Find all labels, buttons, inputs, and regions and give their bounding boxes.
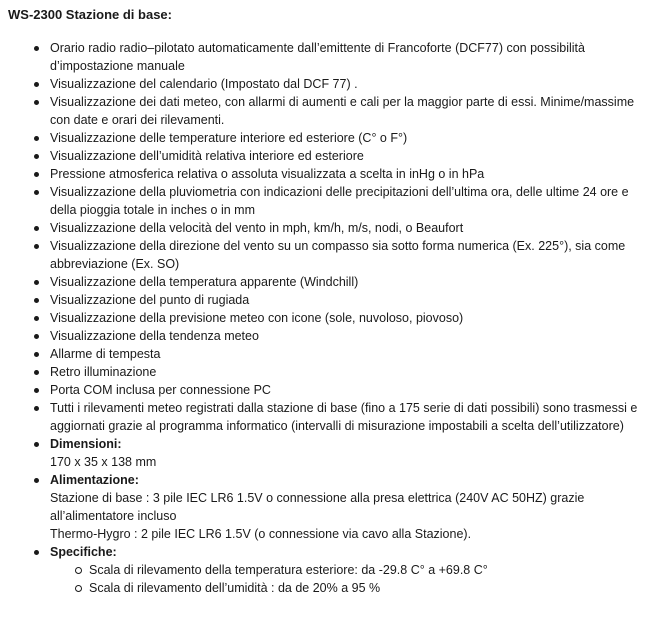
bullet-icon <box>34 172 39 177</box>
power-item <box>8 471 667 543</box>
feature-item <box>8 381 667 399</box>
spec-item <box>50 579 639 597</box>
feature-item <box>8 75 667 93</box>
dimensions-item <box>8 435 667 471</box>
feature-text: Pressione atmosferica relativa o assoluta visualizzata a scelta in inHg o in hPa <box>50 167 485 181</box>
bullet-icon <box>34 244 39 249</box>
specs-list <box>50 561 639 597</box>
bullet-icon <box>34 298 39 303</box>
feature-text: Visualizzazione della tendenza meteo <box>50 329 259 343</box>
spec-item <box>50 561 639 579</box>
dimensions-label: Dimensioni: <box>50 437 122 451</box>
bullet-icon <box>34 316 39 321</box>
feature-text: Visualizzazione della direzione del vento su un compasso sia sotto forma numerica (Ex. 225°), sia come abbreviazione (Ex. SO) <box>50 239 626 271</box>
power-label: Alimentazione: <box>50 473 139 487</box>
page-title: WS-2300 Stazione di base: <box>8 7 172 22</box>
feature-text: Visualizzazione della temperatura apparente (Windchill) <box>50 275 359 289</box>
bullet-icon <box>34 154 39 159</box>
feature-item <box>8 39 667 75</box>
bullet-icon <box>34 442 39 447</box>
feature-list <box>8 39 667 597</box>
feature-text: Allarme di tempesta <box>50 347 161 361</box>
feature-item <box>8 165 667 183</box>
feature-item <box>8 147 667 165</box>
feature-item <box>8 129 667 147</box>
feature-item <box>8 399 667 435</box>
feature-text: Visualizzazione della velocità del vento in mph, km/h, m/s, nodi, o Beaufort <box>50 221 464 235</box>
feature-text: Orario radio radio–pilotato automaticamente dall’emittente di Francoforte (DCF77) con possibilità d’impostazione manuale <box>50 41 585 73</box>
bullet-icon <box>34 280 39 285</box>
feature-text: Porta COM inclusa per connessione PC <box>50 383 271 397</box>
feature-item <box>8 309 667 327</box>
bullet-icon <box>34 550 39 555</box>
feature-text: Retro illuminazione <box>50 365 157 379</box>
bullet-icon <box>34 190 39 195</box>
spec-text: Scala di rilevamento della temperatura esteriore: da -29.8 C° a +69.8 C° <box>89 563 488 577</box>
feature-text: Visualizzazione dell’umidità relativa interiore ed esteriore <box>50 149 364 163</box>
bullet-icon <box>34 226 39 231</box>
bullet-icon <box>34 388 39 393</box>
feature-item <box>8 363 667 381</box>
feature-text: Visualizzazione dei dati meteo, con allarmi di aumenti e cali per la maggior parte di essi. Minime/massime con date e orari dei rilevamenti. <box>50 95 635 127</box>
power-thermo-hygro: Thermo-Hygro : 2 pile IEC LR6 1.5V (o connessione via cavo alla Stazione). <box>50 527 472 541</box>
feature-item <box>8 219 667 237</box>
feature-item <box>8 345 667 363</box>
power-base-station: Stazione di base : 3 pile IEC LR6 1.5V o connessione alla presa elettrica (240V AC 50HZ) grazie all’alimentatore incluso <box>50 491 585 523</box>
bullet-icon <box>34 352 39 357</box>
feature-text: Visualizzazione della pluviometria con indicazioni delle precipitazioni dell’ultima ora, delle ultime 24 ore e della pioggia totale in inches o in mm <box>50 185 629 217</box>
feature-item <box>8 273 667 291</box>
feature-item <box>8 291 667 309</box>
feature-text: Visualizzazione del calendario (Impostato dal DCF 77) . <box>50 77 358 91</box>
bullet-icon <box>34 370 39 375</box>
dimensions-value: 170 x 35 x 138 mm <box>50 455 157 469</box>
feature-item <box>8 237 667 273</box>
circle-bullet-icon <box>75 585 82 592</box>
feature-item <box>8 327 667 345</box>
spec-text: Scala di rilevamento dell’umidità : da de 20% a 95 % <box>89 581 381 595</box>
specs-item <box>8 543 667 597</box>
feature-text: Visualizzazione del punto di rugiada <box>50 293 250 307</box>
feature-item <box>8 93 667 129</box>
bullet-icon <box>34 46 39 51</box>
feature-text: Visualizzazione della previsione meteo con icone (sole, nuvoloso, piovoso) <box>50 311 464 325</box>
bullet-icon <box>34 136 39 141</box>
bullet-icon <box>34 334 39 339</box>
bullet-icon <box>34 406 39 411</box>
circle-bullet-icon <box>75 567 82 574</box>
feature-text: Tutti i rilevamenti meteo registrati dalla stazione di base (fino a 175 serie di dati possibili) sono trasmessi e aggiornati grazie al programma informatico (intervalli di misurazione impostabili a scelta dell’utilizzatore) <box>50 401 638 433</box>
specs-label: Specifiche: <box>50 545 117 559</box>
feature-item <box>8 183 667 219</box>
bullet-icon <box>34 100 39 105</box>
feature-text: Visualizzazione delle temperature interiore ed esteriore (C° o F°) <box>50 131 408 145</box>
bullet-icon <box>34 478 39 483</box>
bullet-icon <box>34 82 39 87</box>
